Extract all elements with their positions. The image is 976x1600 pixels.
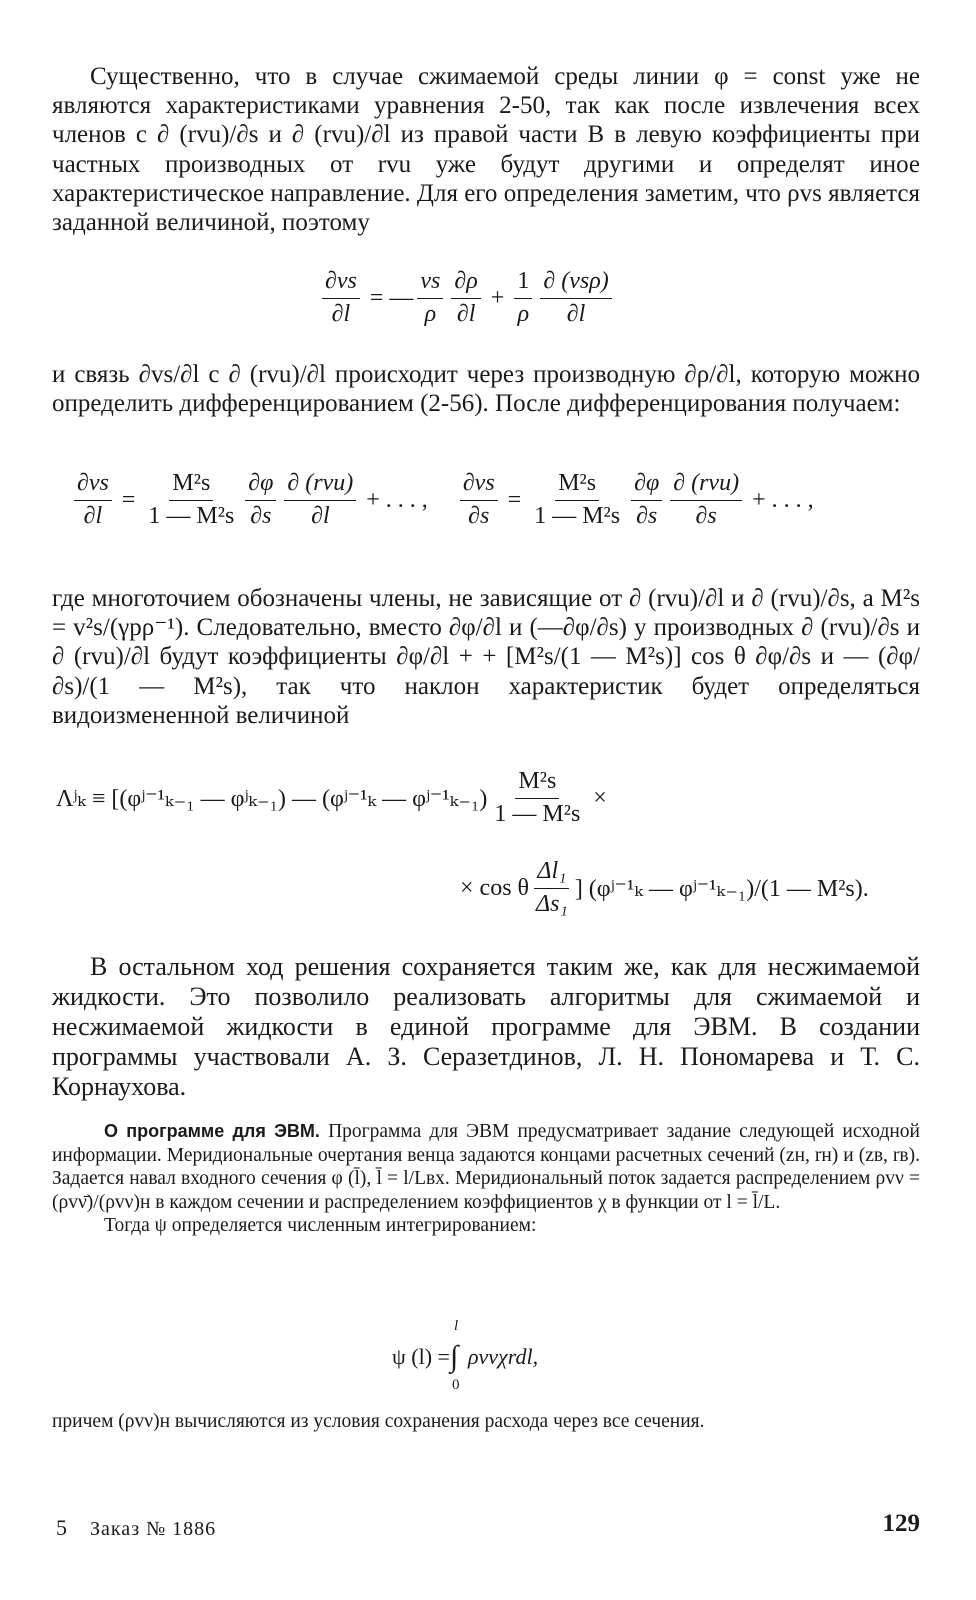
eq4-lower-limit: 0	[451, 1377, 460, 1393]
eq1-f4	[540, 268, 611, 328]
eq2a-tail: + . . . ,	[366, 486, 428, 513]
eq4-integrand: ρvνχrdl,	[467, 1344, 539, 1369]
paragraph-1-text: Существенно, что в случае сжимаемой среды линии φ = const уже не являются характеристиками уравнения 2-50, так как после извлечения всех членов с ∂ (rvu)/∂s и ∂ (rvu)/∂l из правой части B в левую коэффициенты при частных производных от rvu уже будут другими и определят иное характеристическое направление. Для его определения заметим, что ρvs является заданной величиной, поэтому	[52, 63, 920, 237]
integral-sign: ∫ l 0	[449, 1318, 460, 1393]
eq1-lhs	[322, 268, 360, 328]
eq2a-mach	[145, 470, 237, 530]
eq2a-equals: =	[121, 486, 136, 513]
eq3-delta-num: Δl₁	[534, 858, 569, 889]
eq2b-lhs	[460, 470, 498, 530]
paragraph-1	[52, 62, 920, 237]
equation-1	[318, 268, 616, 328]
eq2a-ru-den: ∂l	[311, 502, 330, 529]
section-heading: О программе для ЭВМ.	[104, 1121, 320, 1141]
eq3-mach-num: M²s	[515, 768, 559, 799]
eq2b-phi-num: ∂φ	[631, 470, 662, 501]
equation-4	[392, 1318, 539, 1393]
eq3-line2-end: ] (φʲ⁻¹ₖ — φʲ⁻¹ₖ₋₁)/(1 — M²s).	[574, 875, 869, 902]
eq1-f4-den: ∂l	[566, 300, 586, 327]
eq1-f2	[451, 268, 480, 328]
paragraph-2-text: и связь ∂vs/∂l с ∂ (rvu)/∂l происходит через производную ∂ρ/∂l, которую можно определить дифференцированием (2-56). После дифференцирования получаем:	[52, 361, 920, 418]
eq1-lhs-num: ∂vs	[322, 268, 360, 299]
eq2a-phi-num: ∂φ	[245, 470, 276, 501]
paragraph-7	[52, 1410, 920, 1434]
eq2a-ru-num: ∂ (rvu)	[284, 470, 356, 501]
eq2a-lhs	[74, 470, 112, 530]
eq1-f3-num: 1	[514, 268, 532, 299]
paragraph-7-text: причем (ρvν)н вычисляются из условия сохранения расхода через все сечения.	[52, 1411, 705, 1432]
eq1-f3	[514, 268, 532, 328]
eq2a-mach-num: M²s	[169, 470, 213, 501]
eq2b-tail: + . . . ,	[752, 486, 814, 513]
equation-2	[70, 470, 820, 530]
eq1-minus: —	[389, 284, 414, 311]
eq1-lhs-den: ∂l	[331, 300, 351, 327]
eq4-upper-limit: l	[453, 1318, 459, 1334]
eq2b-equals: =	[507, 486, 522, 513]
program-section	[52, 1120, 920, 1238]
eq1-f1-den: ρ	[424, 300, 437, 327]
equation-3-line-2	[460, 858, 869, 918]
eq1-f1	[417, 268, 443, 328]
eq2a-lhs-den: ∂l	[83, 502, 103, 529]
paragraph-4	[52, 952, 920, 1102]
eq1-f2-num: ∂ρ	[451, 268, 480, 299]
footer-imprint	[56, 1515, 216, 1541]
paragraph-4-text: В остальном ход решения сохраняется таким же, как для несжимаемой жидкости. Это позволило реализовать алгоритмы для сжимаемой и несжимаемой жидкости в единой программе для ЭВМ. В создании программы участвовали А. З. Серазетдинов, Л. Н. Пономарева и Т. С. Корнаухова.	[52, 952, 920, 1101]
paragraph-6-text: Тогда ψ определяется численным интегрированием:	[104, 1215, 537, 1236]
equation-3-line-1	[56, 768, 613, 828]
eq1-f1-num: vs	[417, 268, 443, 299]
eq2b-ru-den: ∂s	[695, 502, 717, 529]
paragraph-5-text: Программа для ЭВМ предусматривает задание следующей исходной информации. Меридиональные очертания венца задаются концами расчетных сечений (zн, rн) и (zв, rв). Задается навал входного сечения φ (l̄), l̄ = l/Lвх. Меридиональный поток задается распределением ρvν = (ρvν̄)/(ρvν)н в каждом сечении и распределением коэффициентов χ в функции от l = l̄/L.	[52, 1121, 920, 1213]
signature-mark: 5	[56, 1515, 68, 1540]
eq3-delta	[533, 858, 571, 918]
page-number: 129	[882, 1510, 920, 1537]
eq2b-mach-den: 1 — M²s	[534, 502, 621, 529]
eq3-delta-den: Δs₁	[536, 890, 568, 917]
eq2a-mach-den: 1 — M²s	[148, 502, 235, 529]
eq2b-lhs-den: ∂s	[468, 502, 490, 529]
order-number: Заказ № 1886	[90, 1518, 217, 1540]
eq2a-ru	[284, 470, 356, 530]
paragraph-3	[52, 584, 920, 730]
eq1-plus: +	[490, 284, 505, 311]
eq3-times: ×	[593, 784, 607, 811]
eq2b-phi-den: ∂s	[636, 502, 658, 529]
eq2b-ru-num: ∂ (rvu)	[670, 470, 742, 501]
eq2a-phi	[245, 470, 276, 530]
eq2a-lhs-num: ∂vs	[74, 470, 112, 501]
paragraph-5	[52, 1120, 920, 1214]
eq2b-phi	[631, 470, 662, 530]
eq2a-phi-den: ∂s	[250, 502, 272, 529]
eq2b-ru	[670, 470, 742, 530]
eq4-lhs: ψ (l) =	[392, 1344, 450, 1369]
paragraph-2	[52, 360, 920, 418]
eq1-f4-num: ∂ (vsρ)	[540, 268, 611, 299]
eq1-f2-den: ∂l	[456, 300, 476, 327]
eq3-line2-start: × cos θ	[460, 874, 530, 901]
eq1-equals: =	[369, 284, 384, 311]
paragraph-3-text: где многоточием обозначены члены, не зависящие от ∂ (rvu)/∂l и ∂ (rvu)/∂s, а M²s = v²s/(γpρ⁻¹). Следовательно, вместо ∂φ/∂l и (—∂φ/∂s) у производных ∂ (rvu)/∂s и ∂ (rvu)/∂l будут коэффициенты ∂φ/∂l + + [M²s/(1 — M²s)] cos θ ∂φ/∂s и — (∂φ/∂s)/(1 — M²s), так что наклон характеристик будет определяться видоизмененной величиной	[52, 585, 920, 729]
eq3-mach	[491, 768, 583, 828]
eq3-line1-start: Λʲₖ ≡ [(φʲ⁻¹ₖ₋₁ — φʲₖ₋₁) — (φʲ⁻¹ₖ — φʲ⁻¹ₖ₋₁)	[56, 785, 488, 812]
eq2b-mach-num: M²s	[555, 470, 599, 501]
eq2b-lhs-num: ∂vs	[460, 470, 498, 501]
eq1-f3-den: ρ	[517, 300, 530, 327]
eq3-mach-den: 1 — M²s	[494, 800, 581, 827]
eq2b-mach	[531, 470, 623, 530]
